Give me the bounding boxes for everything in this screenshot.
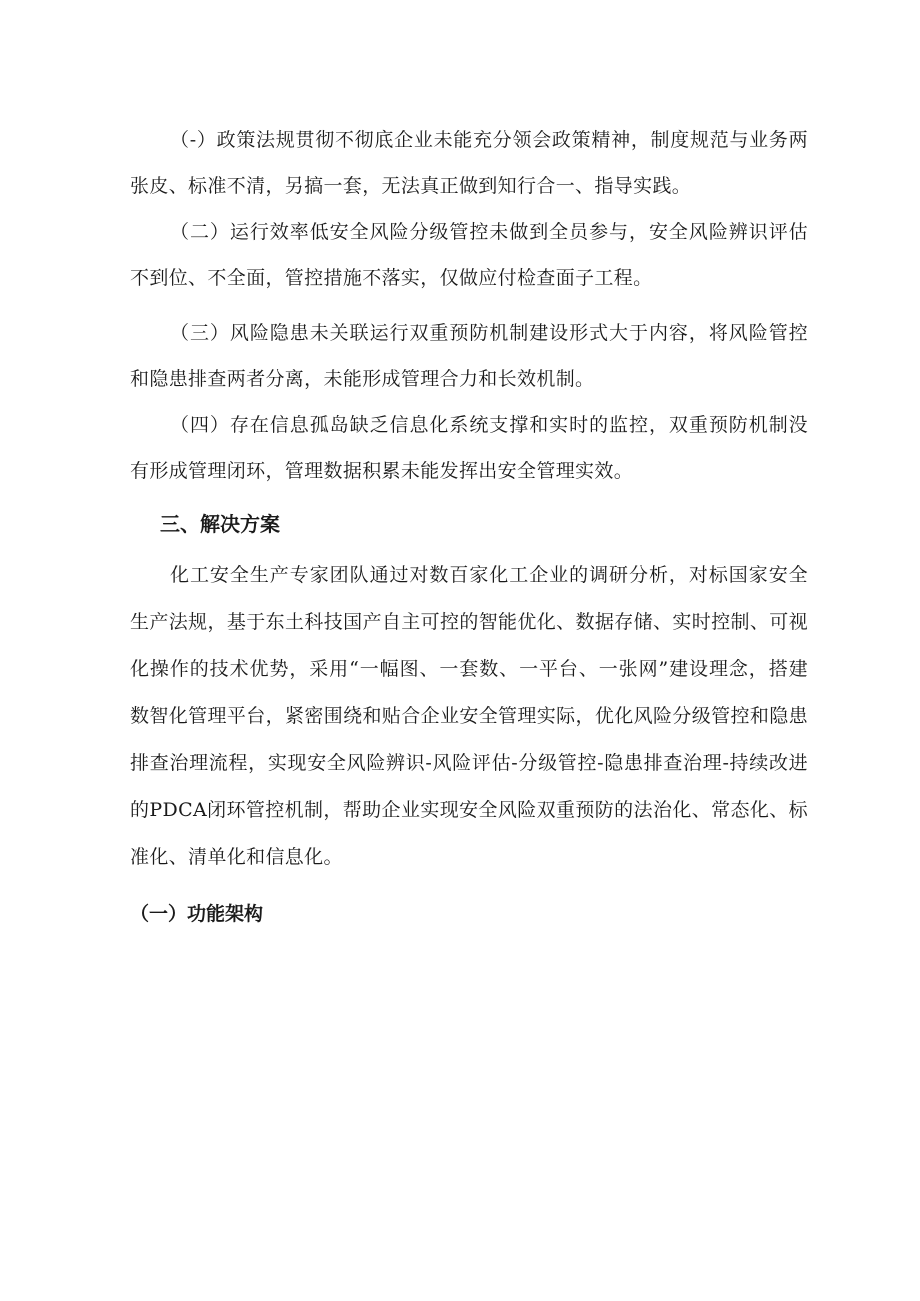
paragraph-solution: 化工安全生产专家团队通过对数百家化工企业的调研分析，对标国家安全生产法规，基于东土科技国产自主可控的智能优化、数据存储、实时控制、可视化操作的技术优势，采用“一幅图、一套数、一平台、一张网”建设理念，搭建数智化管理平台，紧密围绕和贴合企业安全管理实际，优化风险分级管控和隐患排查治理流程，实现安全风险辨识-风险评估-分级管控-隐患排查治理-持续改进的PDCA闭环管控机制，帮助企业实现安全风险双重预防的法治化、常态化、标准化、清单化和信息化。	[130, 564, 808, 868]
paragraph-risk-link-issue: （三）风险隐患未关联运行双重预防机制建设形式大于内容，将风险管控和隐患排查两者分离，未能形成管理合力和长效机制。	[130, 322, 808, 390]
paragraph-info-island-issue: （四）存在信息孤岛缺乏信息化系统支撑和实时的监控，双重预防机制没有形成管理闭环，管理数据积累未能发挥出安全管理实效。	[130, 414, 808, 482]
section-heading: 三、解决方案	[160, 512, 280, 536]
paragraph-policy-issue: （-）政策法规贯彻不彻底企业未能充分领会政策精神，制度规范与业务两张皮、标准不清，另搞一套，无法真正做到知行合一、指导实践。	[130, 129, 808, 197]
paragraph-efficiency-issue: （二）运行效率低安全风险分级管控未做到全员参与，安全风险辨识评估不到位、不全面，管控措施不落实，仅做应付检查面子工程。	[130, 221, 808, 289]
subsection-heading: （一）功能架构	[130, 903, 264, 925]
